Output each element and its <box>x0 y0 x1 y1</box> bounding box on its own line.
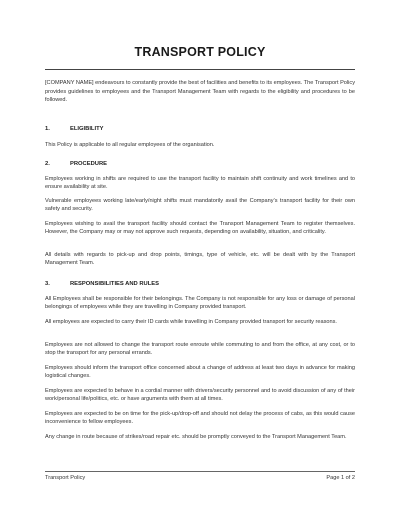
section-title: RESPONSIBILITIES AND RULES <box>70 281 160 287</box>
section-title: PROCEDURE <box>70 161 108 167</box>
footer-document-name: Transport Policy <box>45 475 86 481</box>
document-title: TRANSPORT POLICY <box>134 45 266 59</box>
section-number: 1. <box>45 126 50 132</box>
responsibilities-paragraph-3: Employees are not allowed to change the transport route enroute while commuting to and from the office, at any cost, or to stop the transport for any personal errands. <box>45 342 355 357</box>
procedure-paragraph-4: All details with regards to pick-up and drop points, timings, type of vehicle, etc. will be dealt with by the Transport Management Team. <box>45 252 355 267</box>
responsibilities-paragraph-7: Any change in route because of strikes/road repair etc. should be promptly conveyed to the Transport Management Team. <box>45 434 347 440</box>
footer-page-number: Page 1 of 2 <box>326 475 355 481</box>
intro-paragraph: [COMPANY NAME] endeavours to constantly provide the best of facilities and benefits to its employees. The Transport Policy provides guidelines to employees and the Transport Management Team with regards to the eligibility and procedures to be followed. <box>45 80 355 104</box>
responsibilities-paragraph-6: Employees are expected to be on time for the pick-up/drop-off and should not delay the process of cabs, as this would cause inconvenience to fellow employees. <box>45 411 355 426</box>
procedure-paragraph-1: Employees working in shifts are required to use the transport facility to maintain shift continuity and work timelines and to ensure availability at site. <box>45 176 355 191</box>
responsibilities-paragraph-5: Employees are expected to behave in a cordial manner with drivers/security personnel and to avoid discussion of any of their work/personal life/politics, etc. or have arguments with them at all times. <box>45 388 355 403</box>
section-number: 3. <box>45 281 50 287</box>
procedure-paragraph-3: Employees wishing to avail the transport facility should contact the Transport Management Team to register themselves. However, the Company may or may not approve such requests, depending on availability, situation, and criticality. <box>45 221 355 236</box>
responsibilities-paragraph-1: All Employees shall be responsible for their belongings. The Company is not responsible for any loss or damage of personal belongings of employees while they are travelling in Company provided transport. <box>45 296 355 311</box>
responsibilities-paragraph-4: Employees should inform the transport office concerned about a change of address at least two days in advance for making logistical changes. <box>45 365 355 380</box>
section-number: 2. <box>45 161 50 167</box>
title-divider <box>45 69 355 70</box>
section-title: ELIGIBILITY <box>70 126 104 132</box>
eligibility-paragraph-1: This Policy is applicable to all regular employees of the organisation. <box>45 142 215 148</box>
footer-divider <box>45 471 355 472</box>
procedure-paragraph-2: Vulnerable employees working late/early/night shifts must mandatorily avail the Company’s transport facility for their own safety and security. <box>45 198 355 213</box>
responsibilities-paragraph-2: All employees are expected to carry their ID cards while travelling in Company provided transport for security reasons. <box>45 319 337 325</box>
